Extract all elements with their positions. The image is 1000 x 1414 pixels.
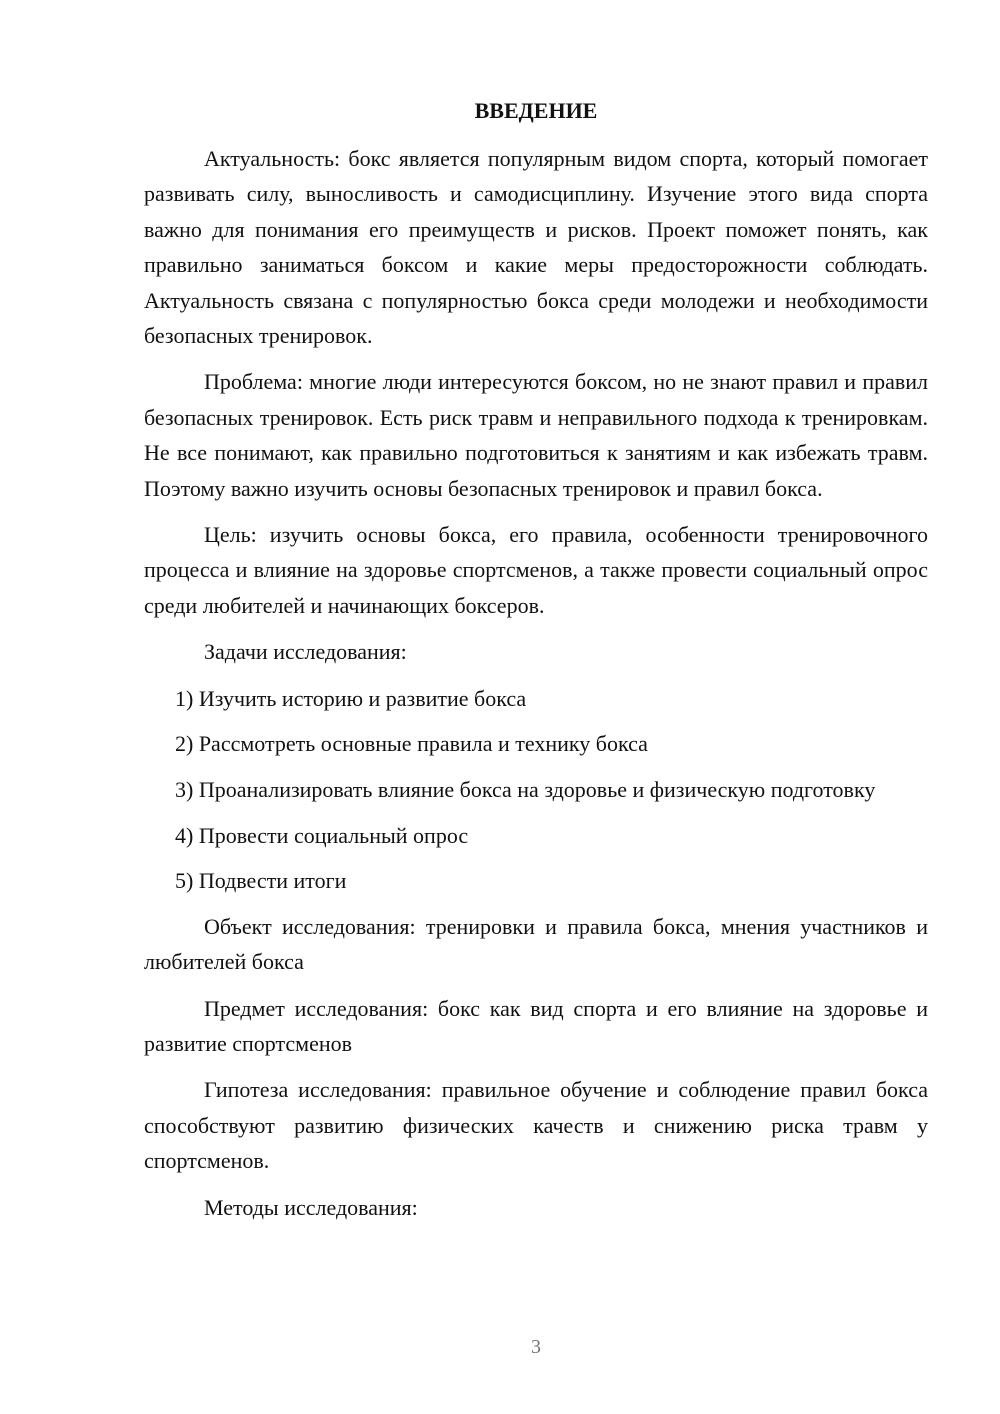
object-paragraph: Объект исследования: тренировки и правила бокса, мнения участников и любителей бокса [144, 913, 928, 975]
methods-heading: Методы исследования: [204, 1194, 418, 1220]
task-item: 5) Подвести итоги [175, 868, 347, 894]
problem-paragraph: Проблема: многие люди интересуются боксом, но не знают правил и правил безопасных тренировок. Есть риск травм и неправильного подхода к тренировкам. Не все понимают, как правильно подготовиться к занятиям и как избежать травм. Поэтому важно изучить основы безопасных тренировок и правил бокса. [144, 369, 928, 501]
task-item: 1) Изучить историю и развитие бокса [175, 685, 527, 711]
relevance-paragraph: Актуальность: бокс является популярным видом спорта, который помогает развивать силу, выносливость и самодисциплину. Изучение этого вида спорта важно для понимания его преимуществ и рисков. Проект поможет понять, как правильно заниматься боксом и какие меры предосторожности соблюдать. Актуальность связана с популярностью бокса среди молодежи и необходимости безопасных тренировок. [144, 146, 928, 349]
task-item: 3) Проанализировать влияние бокса на здоровье и физическую подготовку [175, 776, 876, 802]
task-item: 4) Провести социальный опрос [175, 822, 469, 848]
document-page [144, 0, 928, 1414]
tasks-heading: Задачи исследования: [204, 639, 407, 665]
hypothesis-paragraph: Гипотеза исследования: правильное обучение и соблюдение правил бокса способствуют развитию физических качеств и снижению риска травм у спортсменов. [144, 1077, 928, 1174]
document-body [144, 141, 928, 1236]
goal-paragraph: Цель: изучить основы бокса, его правила, особенности тренировочного процесса и влияние на здоровье спортсменов, а также провести социальный опрос среди любителей и начинающих боксеров. [144, 522, 928, 618]
task-item: 2) Рассмотреть основные правила и технику бокса [175, 731, 648, 757]
subject-paragraph: Предмет исследования: бокс как вид спорта и его влияние на здоровье и развитие спортсменов [144, 995, 928, 1056]
page-title: ВВЕДЕНИЕ [474, 98, 598, 123]
page-number: 3 [531, 1336, 541, 1358]
